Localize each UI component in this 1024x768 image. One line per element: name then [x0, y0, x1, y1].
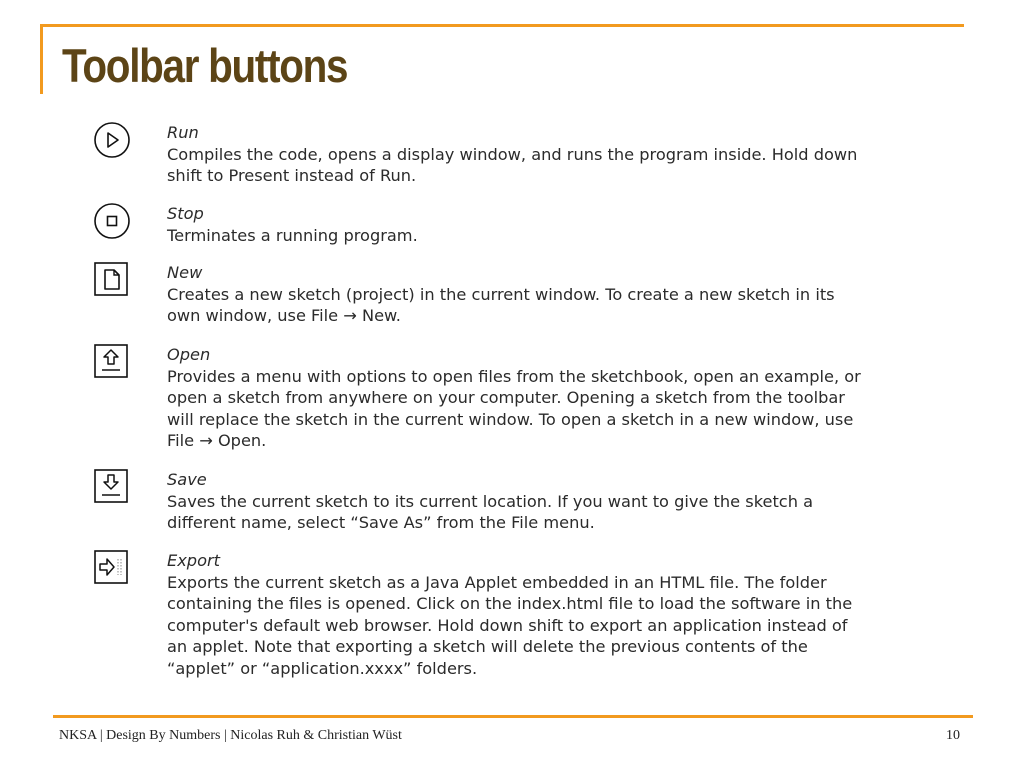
item-description: Creates a new sketch (project) in the current window. To create a new sketch in its own window, use File → New.	[167, 284, 835, 325]
item-name: Run	[167, 123, 199, 142]
item-description: Provides a menu with options to open files from the sketchbook, open an example, or open a sketch from anywhere on your computer. Opening a sketch from the toolbar will replace the sketch in the current window. To open a sketch in a new window, use File → Open.	[167, 366, 861, 450]
footer-text: NKSA | Design By Numbers | Nicolas Ruh & Christian Wüst	[59, 728, 402, 743]
item-description: Compiles the code, opens a display window, and runs the program inside. Hold down shift to Present instead of Run.	[167, 144, 858, 185]
export-icon	[92, 548, 132, 588]
left-accent-rule	[40, 24, 43, 94]
item-description: Exports the current sketch as a Java Applet embedded in an HTML file. The folder containing the files is opened. Click on the index.html file to load the software in the computer's default web browser. Hold down shift to export an application instead of an applet. Note that exporting a sketch will delete the previous contents of the “applet” or “application.xxxx” folders.	[167, 572, 853, 678]
run-icon	[92, 120, 132, 160]
save-icon	[92, 467, 132, 507]
item-name: Open	[167, 345, 211, 364]
top-accent-rule	[40, 24, 964, 27]
new-file-icon	[92, 260, 132, 300]
page-title: Toolbar buttons	[62, 39, 348, 92]
item-name: New	[167, 263, 203, 282]
open-icon	[92, 342, 132, 382]
item-description: Terminates a running program.	[167, 225, 418, 245]
item-description: Saves the current sketch to its current location. If you want to give the sketch a different name, select “Save As” from the File menu.	[167, 491, 814, 532]
item-name: Export	[167, 551, 220, 570]
bottom-accent-rule	[53, 715, 973, 718]
stop-icon	[92, 201, 132, 241]
item-name: Save	[167, 470, 207, 489]
page-number: 10	[946, 728, 960, 743]
item-name: Stop	[167, 204, 204, 223]
